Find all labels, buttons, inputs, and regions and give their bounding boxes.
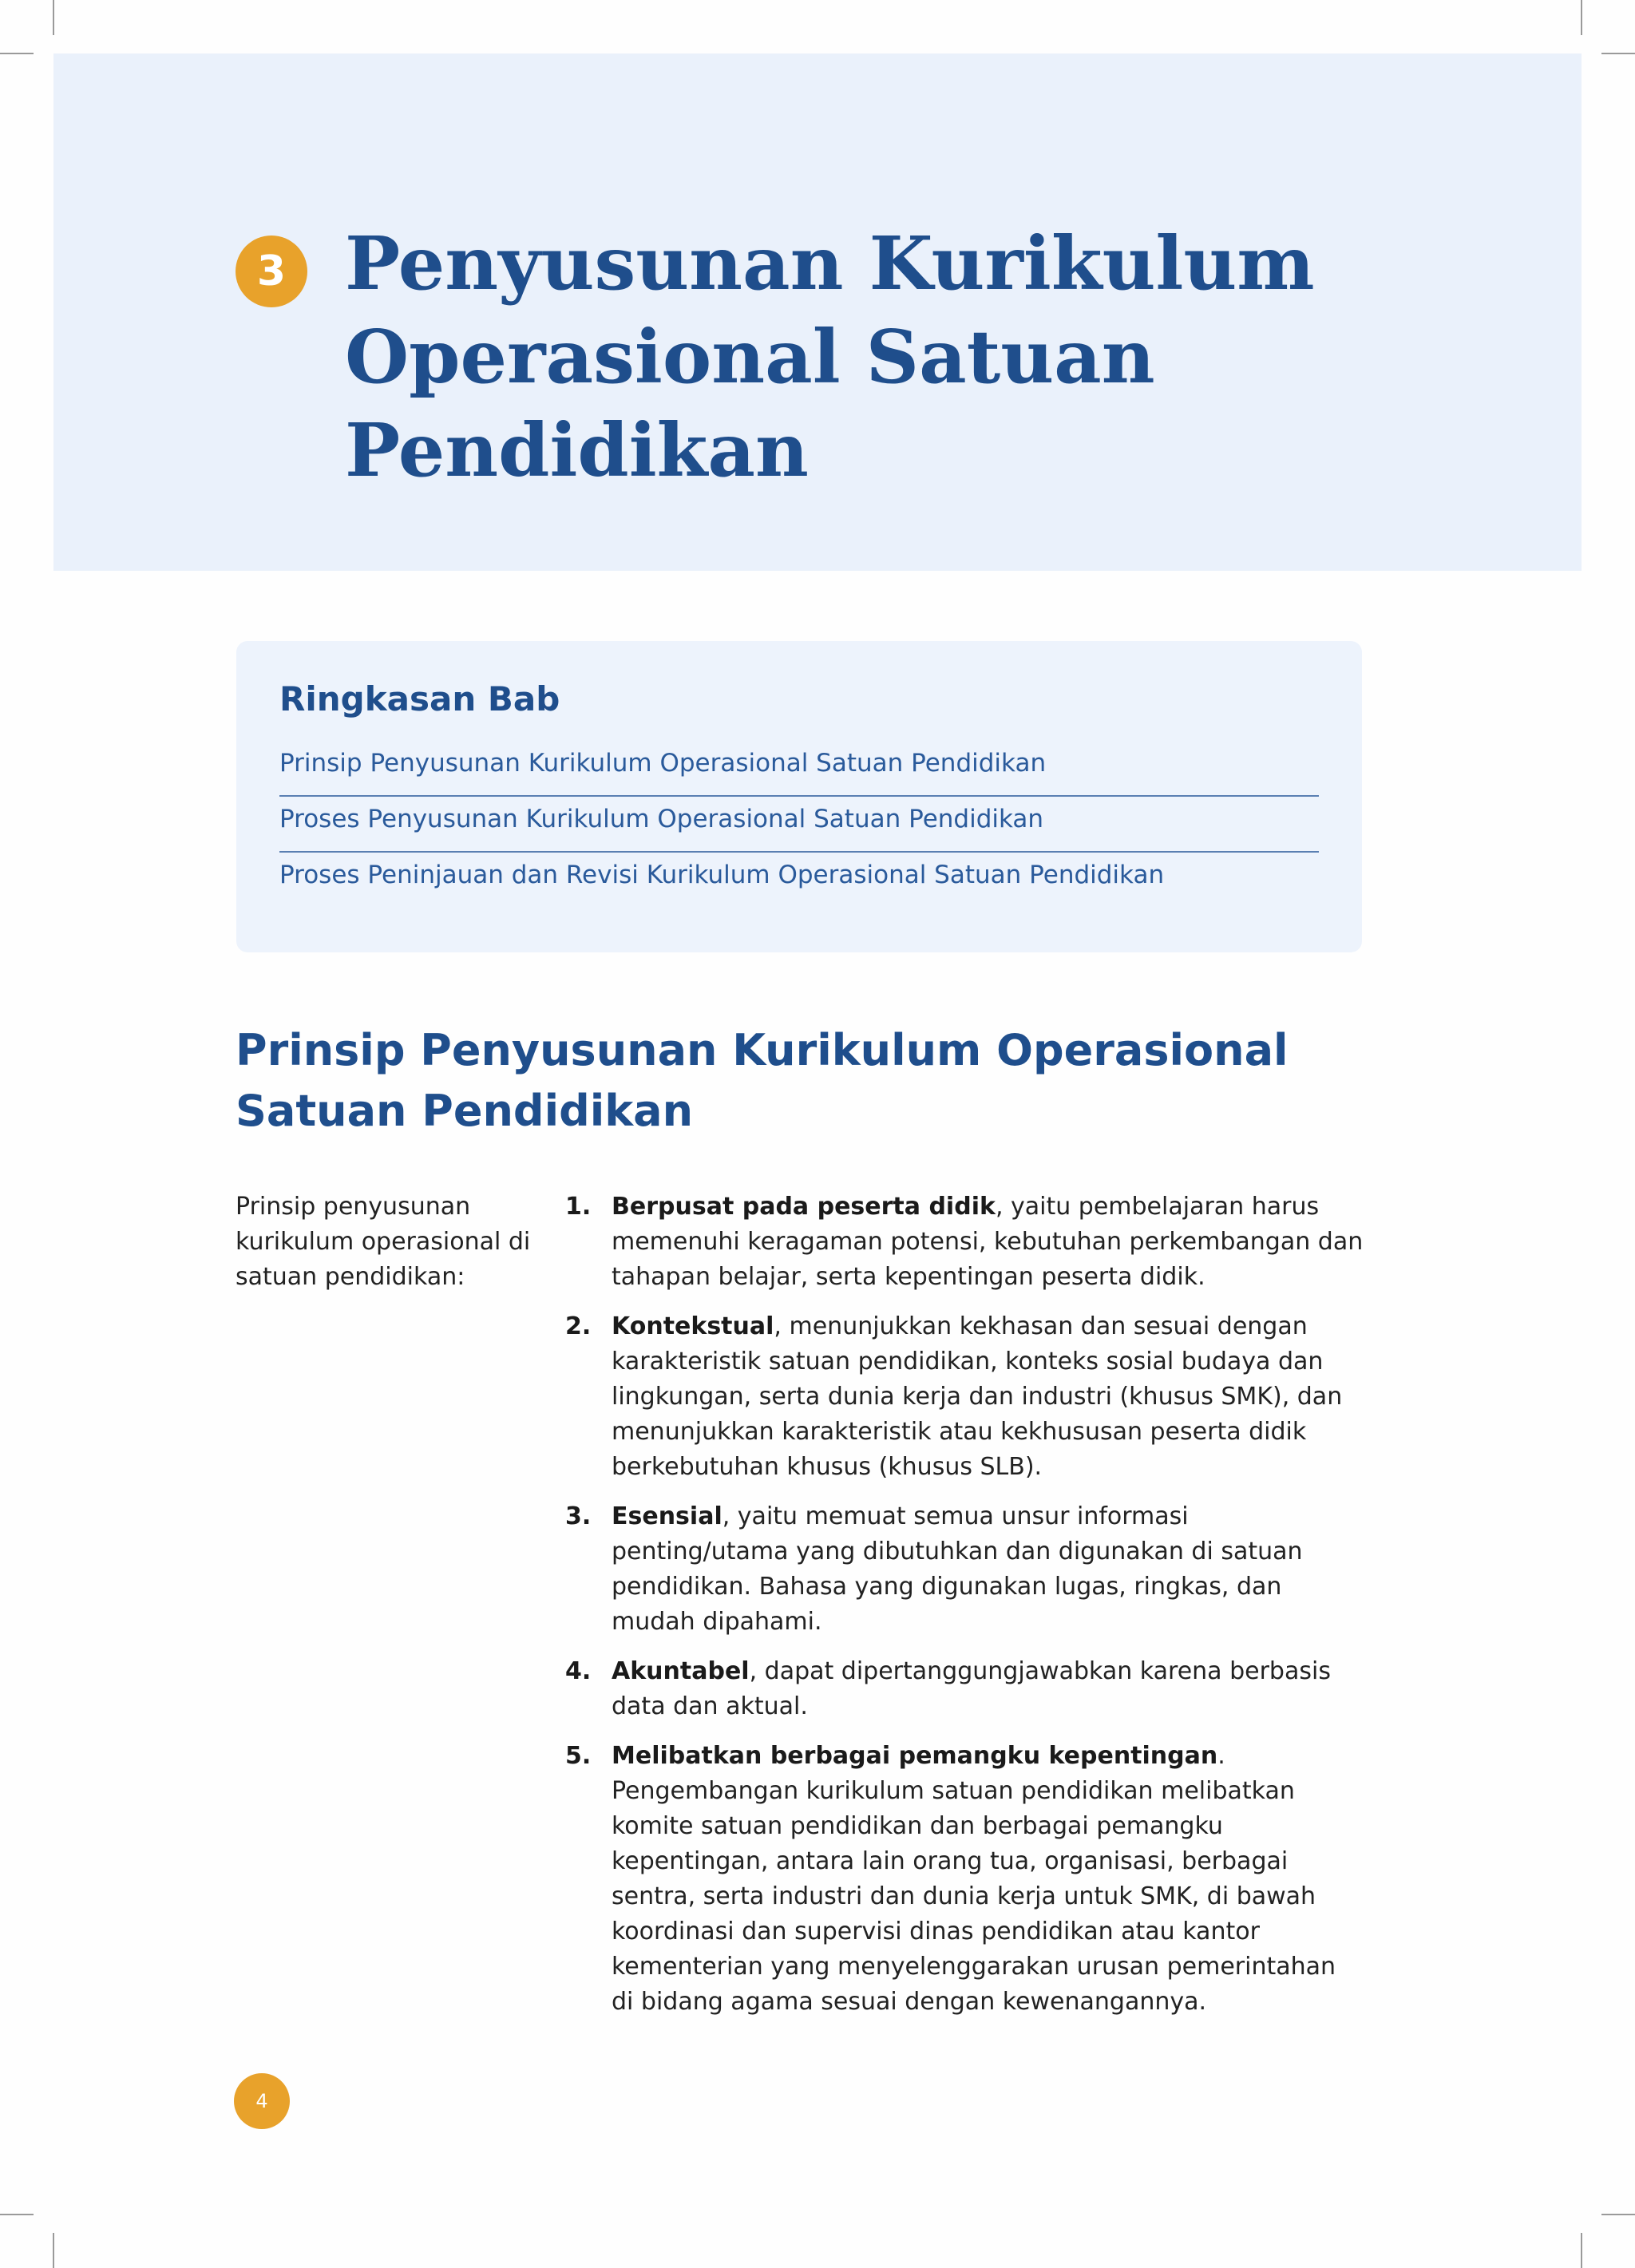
crop-mark-top-right-horizontal (1601, 53, 1635, 54)
page-number-badge: 4 (234, 2073, 290, 2129)
principle-number: 5. (565, 1742, 592, 1770)
crop-mark-top-left-vertical (53, 0, 54, 35)
summary-item[interactable]: Proses Peninjauan dan Revisi Kurikulum Operasional Satuan Pendidikan (279, 861, 1165, 889)
principle-list (565, 1189, 1364, 2034)
crop-mark-bottom-right-vertical (1581, 2233, 1582, 2268)
chapter-summary-box (236, 641, 1362, 952)
principle-number: 1. (565, 1193, 592, 1221)
chapter-title: Penyusunan Kurikulum Operasional Satuan Pendidikan (345, 220, 1315, 493)
principle-number: 2. (565, 1312, 592, 1340)
summary-item[interactable]: Proses Penyusunan Kurikulum Operasional Satuan Pendidikan (279, 798, 1319, 853)
principle-number: 4. (565, 1657, 592, 1685)
summary-heading: Ringkasan Bab (279, 679, 560, 718)
principle-term: Berpusat pada peserta didik (612, 1193, 996, 1221)
principle-term: Akuntabel (612, 1657, 750, 1685)
chapter-number-badge: 3 (236, 236, 307, 307)
section-intro: Prinsip penyusunan kurikulum operasional di satuan pendidikan: (236, 1193, 531, 1291)
summary-item[interactable]: Prinsip Penyusunan Kurikulum Operasional Satuan Pendidikan (279, 742, 1319, 797)
crop-mark-bottom-right-horizontal (1601, 2214, 1635, 2215)
principle-item (565, 1654, 1364, 1724)
principle-item (565, 1739, 1364, 2020)
crop-mark-top-left-horizontal (0, 53, 34, 54)
principle-term: Melibatkan berbagai pemangku kepentingan (612, 1742, 1218, 1770)
principle-item (565, 1189, 1364, 1295)
principle-term: Esensial (612, 1502, 722, 1530)
crop-mark-bottom-left-vertical (53, 2233, 54, 2268)
principle-text: . Pengembangan kurikulum satuan pendidikan melibatkan komite satuan pendidikan dan berbagai pemangku kepentingan, antara lain orang tua, organisasi, berbagai sentra, serta industri dan dunia kerja untuk SMK, di bawah koordinasi dan supervisi dinas pendidikan atau kantor kementerian yang menyelenggarakan urusan pemerintahan di bidang agama sesuai dengan kewenangannya. (612, 1742, 1336, 2016)
section-heading: Prinsip Penyusunan Kurikulum Operasional Satuan Pendidikan (236, 1025, 1289, 1136)
principle-item (565, 1499, 1364, 1640)
principle-text: , menunjukkan kekhasan dan sesuai dengan karakteristik satuan pendidikan, konteks sosial budaya dan lingkungan, serta dunia kerja dan industri (khusus SMK), dan menunjukkan karakteristik atau kekhususan peserta didik berkebutuhan khusus (khusus SLB). (612, 1312, 1343, 1481)
summary-list (279, 742, 1319, 908)
principle-text: , yaitu memuat semua unsur informasi penting/utama yang dibutuhkan dan digunakan di satuan pendidikan. Bahasa yang digunakan lugas, ringkas, dan mudah dipahami. (612, 1502, 1303, 1636)
principle-text: , dapat dipertanggungjawabkan karena berbasis data dan aktual. (612, 1657, 1331, 1720)
principle-text: , yaitu pembelajaran harus memenuhi keragaman potensi, kebutuhan perkembangan dan tahapan belajar, serta kepentingan peserta didik. (612, 1193, 1364, 1291)
crop-mark-top-right-vertical (1581, 0, 1582, 35)
principle-number: 3. (565, 1502, 592, 1530)
principle-term: Kontekstual (612, 1312, 774, 1340)
principle-item (565, 1309, 1364, 1485)
crop-mark-bottom-left-horizontal (0, 2214, 34, 2215)
